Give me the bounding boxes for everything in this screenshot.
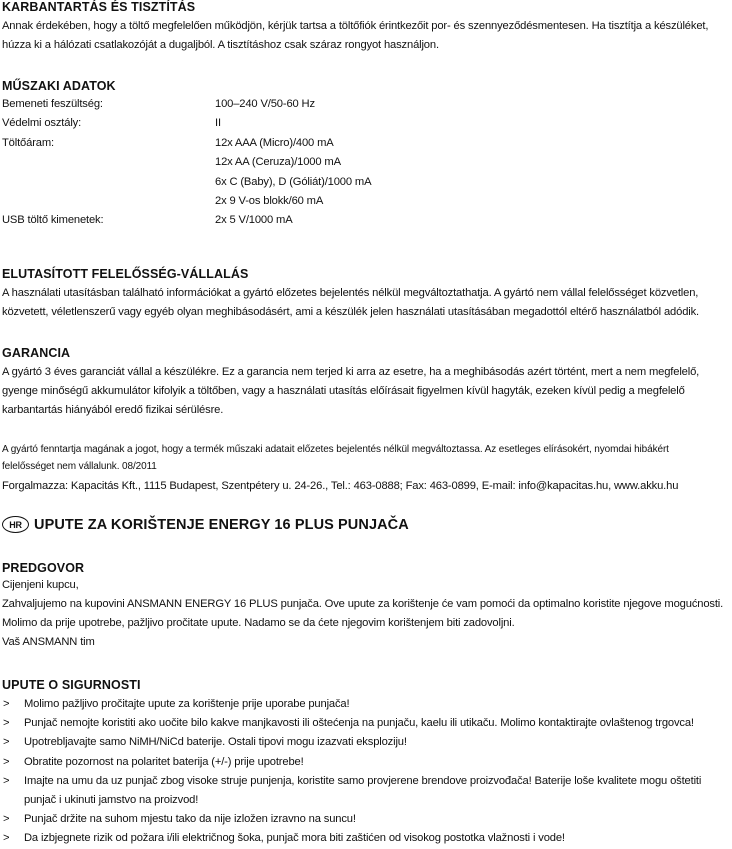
bullet-icon: >: [3, 736, 10, 749]
preface-text: Zahvaljujemo na kupovini ANSMANN ENERGY 16 PLUS punjača. Ove upute za korištenje će vam pomoći da optimalno koristite njegove mogućnosti. Molimo da prije upotrebe, pažljivo pročitate upute. Nadamo se da ćete njegovim korištenjem biti zadovoljni.: [2, 598, 724, 629]
spec-label: Védelmi osztály:: [2, 117, 82, 130]
bullet-icon: >: [3, 698, 10, 710]
safety-heading: UPUTE O SIGURNOSTI: [2, 678, 141, 692]
list-item-text: Da izbjegnete rizik od požara i/ili električnog šoka, punjač mora biti zaštićen od visokog postotka vlažnosti i vode!: [24, 832, 565, 845]
list-item-text: Upotrebljavajte samo NiMH/NiCd baterije. Ostali tipovi mogu izazvati eksploziju!: [24, 736, 407, 749]
spec-value-line: 2x 5 V/1000 mA: [215, 214, 293, 227]
preface-signature: Vaš ANSMANN tim: [2, 636, 95, 648]
disclaimer-heading: ELUTASÍTOTT FELELŐSSÉG-VÁLLALÁS: [2, 267, 249, 281]
spec-value-line: 6x C (Baby), D (Góliát)/1000 mA: [215, 175, 372, 188]
maintenance-section: [2, 0, 730, 55]
maintenance-text: Annak érdekében, hogy a töltő megfelelően működjön, kérjük tartsa a töltőfiók érintkezőit por- és szennyeződésmentesen. Ha tisztítja a készüléket, húzza ki a hálózati csatlakozóját a dugaljból. A tisztításhoz csak száraz rongyot használjon.: [2, 20, 709, 51]
croatian-title-row: [2, 516, 409, 533]
spec-value: [215, 211, 730, 230]
spec-value-line: 100–240 V/50-60 Hz: [215, 98, 315, 110]
warranty-heading: GARANCIA: [2, 346, 71, 360]
distributor-info: Forgalmazza: Kapacitás Kft., 1115 Budapest, Szentpétery u. 24-26., Tel.: 463-0888; Fax: 463-0899, E-mail: info@kapacitas.hu, www.akku.hu: [2, 480, 679, 492]
specs-heading: MŰSZAKI ADATOK: [2, 79, 116, 93]
safety-list: [2, 695, 730, 849]
bullet-icon: >: [3, 755, 10, 768]
list-item: [2, 810, 730, 829]
list-item-text: Punjač nemojte koristiti ako uočite bilo kakve manjkavosti ili oštećenja na punjaču, kaelu ili utikaču. Molimo kontaktirajte ovlaštenog trgovca!: [24, 717, 694, 730]
bullet-icon: >: [3, 774, 10, 787]
maintenance-heading: KARBANTARTÁS ÉS TISZTÍTÁS: [2, 0, 196, 14]
disclaimer-section: [2, 266, 730, 322]
specs-table: [2, 95, 730, 231]
list-item: [2, 733, 730, 752]
bullet-icon: >: [3, 832, 10, 845]
list-item-text: Punjač držite na suhom mjestu tako da nije izložen izravno na suncu!: [24, 813, 356, 826]
warranty-text: A gyártó 3 éves garanciát vállal a készülékre. Ez a garancia nem terjed ki arra az esetre, ha a meghibásodás azért történt, mert a nem megfelelő, gyenge minőségű akkumulátor kifolyik a töltőben, vagy a használati utasítás előírásait figyelmen kívül hagyták, ezeken kívül pedig a megfelelő karbantartás hiányából eredő fizikai sérülésre.: [2, 366, 700, 416]
spec-label: Bemeneti feszültség:: [2, 98, 103, 110]
spec-value-line: 2x 9 V-os blokk/60 mA: [215, 195, 324, 208]
list-item-text: Molimo pažljivo pročitajte upute za korištenje prije uporabe punjača!: [24, 698, 350, 710]
spec-value-line: II: [215, 117, 221, 130]
language-badge: HR: [2, 516, 29, 533]
croatian-title: UPUTE ZA KORIŠTENJE ENERGY 16 PLUS PUNJAČA: [34, 516, 409, 533]
spec-value: [215, 114, 730, 133]
warranty-section: [2, 345, 730, 420]
list-item: [2, 695, 730, 714]
bullet-icon: >: [3, 717, 10, 730]
list-item-text: Imajte na umu da uz punjač zbog visoke struje punjenja, koristite samo provjerene brendove proizvođača! Baterije loše kvalitete mogu oštetiti punjač i ukinuti jamstvo na proizvod!: [24, 774, 702, 807]
disclaimer-text: A használati utasításban található információkat a gyártó előzetes bejelentés nélkül megváltoztathatja. A gyártó nem vállal felelősséget közvetlen, közvetett, véletlenszerű vagy egyéb olyan meghibásodásért, ami a készülék jelen használati utasításában megadottól eltérő használatból adódik.: [2, 287, 700, 318]
footnote-small-print: A gyártó fenntartja magának a jogot, hogy a termék műszaki adatait előzetes bejelentés nélkül megváltoztassa. Az esetleges elírásokért, nyomdai hibákért felelősséget nem vállalunk. 08/2011: [2, 444, 669, 472]
footnote-section: [2, 441, 730, 496]
bullet-icon: >: [3, 813, 10, 826]
preface-greeting: Cijenjeni kupcu,: [2, 579, 79, 591]
list-item: [2, 753, 730, 772]
preface-section: [2, 560, 730, 652]
spec-label: Töltőáram:: [2, 136, 54, 149]
list-item: [2, 772, 730, 810]
safety-section: [2, 677, 730, 849]
preface-heading: PREDGOVOR: [2, 561, 85, 575]
list-item: [2, 714, 730, 733]
specs-section: [2, 78, 730, 231]
spec-label: USB töltő kimenetek:: [2, 214, 104, 227]
spec-value: [215, 95, 730, 114]
spec-value-line: 12x AA (Ceruza)/1000 mA: [215, 156, 341, 169]
spec-value-line: 12x AAA (Micro)/400 mA: [215, 136, 334, 149]
spec-value: [215, 134, 730, 212]
list-item-text: Obratite pozornost na polaritet baterija (+/-) prije upotrebe!: [24, 755, 304, 768]
